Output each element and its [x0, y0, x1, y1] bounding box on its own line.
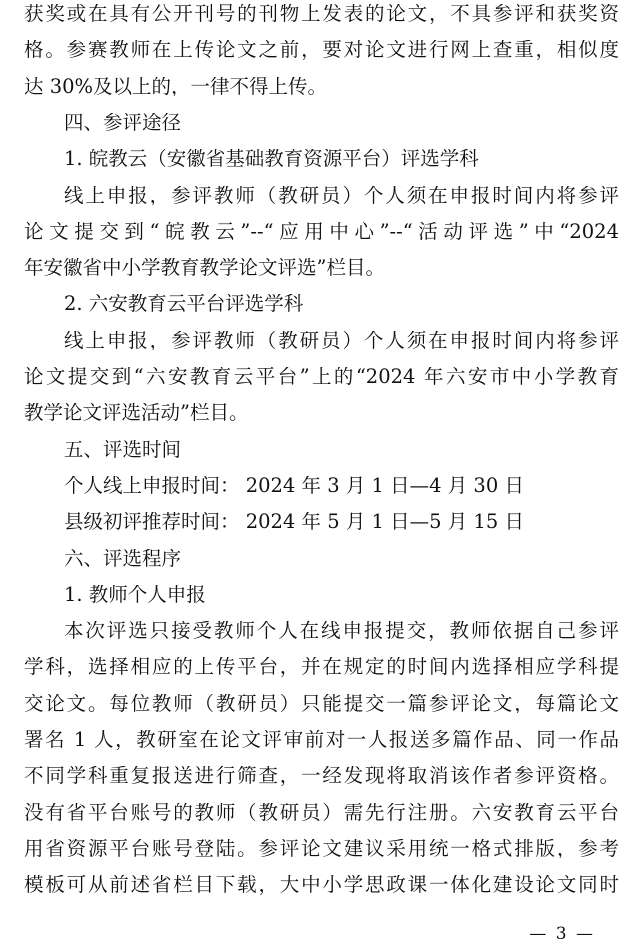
text-line: 线上申报，参评教师（教研员）个人须在申报时间内将参评: [64, 330, 619, 351]
page-number: — 3 —: [529, 924, 595, 944]
section-heading: 四、参评途径: [64, 112, 182, 133]
text-line: 达 30%及以上的，一律不得上传。: [24, 76, 328, 97]
text-line: 1. 皖教云（安徽省基础教育资源平台）评选学科: [64, 149, 479, 169]
text-line: 论文提交到“皖教云”--“应用中心”--“活动评选”中“2024: [24, 221, 619, 242]
text-line: 线上申报，参评教师（教研员）个人须在申报时间内将参评: [64, 185, 619, 205]
section-heading: 五、评选时间: [64, 439, 182, 460]
text-line: 获奖或在具有公开刊号的刊物上发表的论文，不具参评和获奖资: [24, 4, 619, 24]
text-line: 本次评选只接受教师个人在线申报提交，教师依据自己参评: [64, 621, 619, 641]
text-line: 模板可从前述省栏目下载，大中小学思政课一体化建设论文同时: [24, 875, 619, 895]
text-line: 没有省平台账号的教师（教研员）需先行注册。六安教育云平台: [24, 802, 619, 823]
text-line: 学科，选择相应的上传平台，并在规定的时间内选择相应学科提: [24, 657, 619, 677]
text-line: 用省资源平台账号登陆。参评论文建议采用统一格式排版，参考: [24, 838, 619, 859]
text-line: 署名 1 人，教研室在论文评审前对一人报送多篇作品、同一作品: [24, 730, 619, 750]
text-line: 不同学科重复报送进行筛查，一经发现将取消该作者参评资格。: [24, 766, 619, 786]
text-line: 格。参赛教师在上传论文之前，要对论文进行网上查重，相似度: [24, 40, 619, 60]
text-line: 交论文。每位教师（教研员）只能提交一篇参评论文，每篇论文: [24, 693, 619, 714]
section-heading: 六、评选程序: [64, 548, 182, 568]
text-line: 1. 教师个人申报: [64, 584, 206, 605]
text-line: 论文提交到“六安教育云平台”上的“2024 年六安市中小学教育: [24, 367, 619, 387]
text-line: 县级初评推荐时间： 2024 年 5 月 1 日—5 月 15 日: [64, 512, 524, 532]
text-line: 教学论文评选活动”栏目。: [24, 403, 249, 423]
text-line: 2. 六安教育云平台评选学科: [64, 294, 304, 314]
text-line: 个人线上申报时间： 2024 年 3 月 1 日—4 月 30 日: [64, 475, 524, 496]
text-line: 年安徽省中小学教育教学论文评选”栏目。: [24, 258, 385, 278]
